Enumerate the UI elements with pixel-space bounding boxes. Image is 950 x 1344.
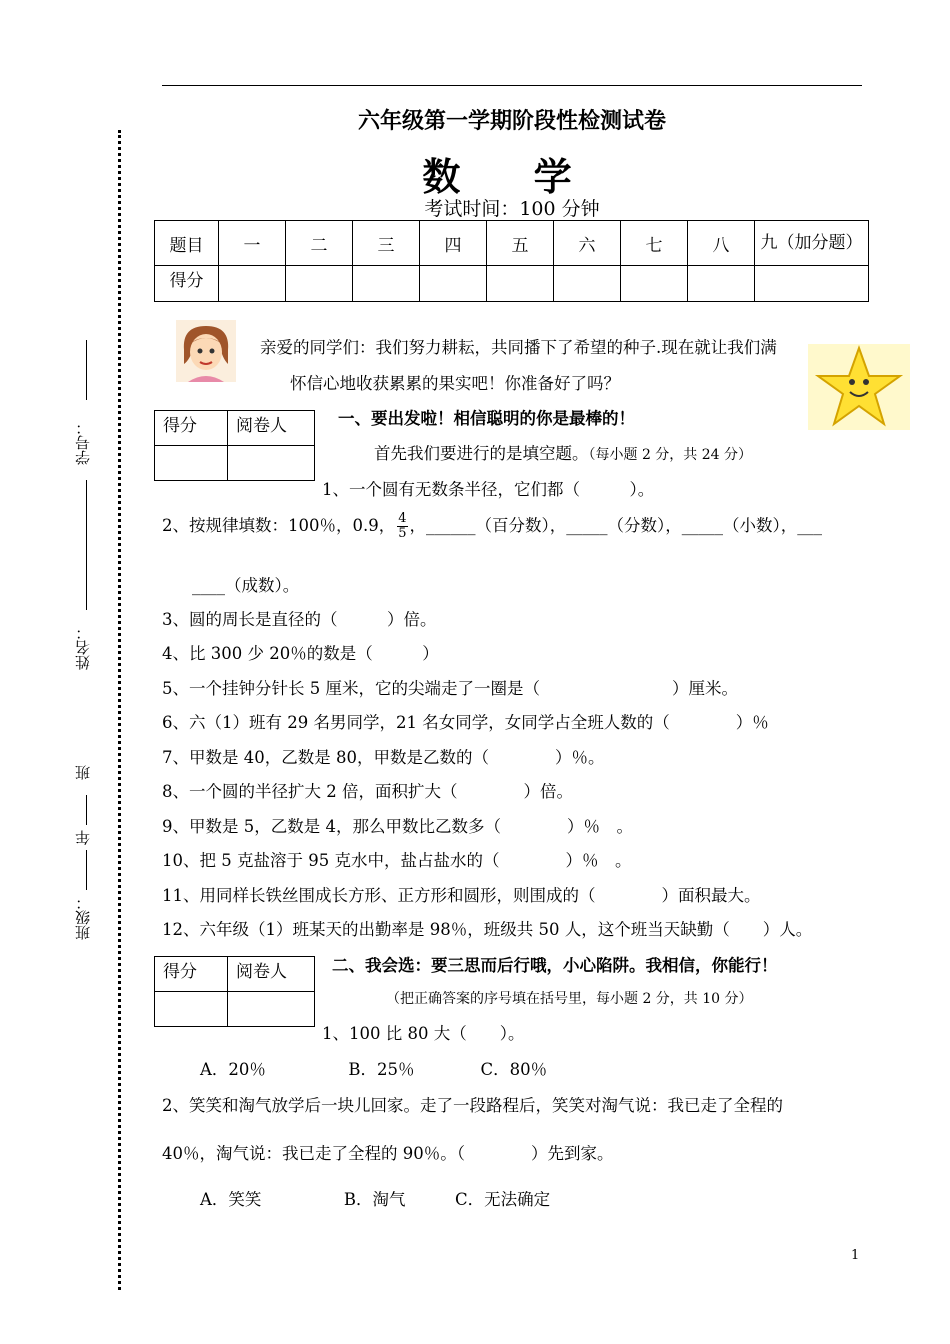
s1-question-12: 12、六年级（1）班某天的出勤率是 98％，班级共 50 人，这个班当天缺勤（ ）人。 bbox=[162, 920, 813, 939]
intro-line-1: 亲爱的同学们：我们努力耕耘，共同播下了希望的种子.现在就让我们满 bbox=[260, 338, 777, 357]
grader-box-1 bbox=[154, 410, 315, 481]
grader-reviewer-cell bbox=[228, 992, 315, 1027]
score-table-header: 五 bbox=[487, 221, 554, 266]
class-line bbox=[86, 795, 87, 825]
score-cell bbox=[755, 266, 869, 302]
student-id-label: 学号： bbox=[74, 420, 92, 465]
score-row-label: 得分 bbox=[155, 266, 219, 302]
s1-q2-part-b: ，______（百分数），_____（分数），_____（小数），___ bbox=[409, 516, 823, 535]
grader-score-cell bbox=[155, 446, 228, 481]
s1-question-5: 5、一个挂钟分针长 5 厘米，它的尖端走了一圈是（ ）厘米。 bbox=[162, 679, 738, 698]
s2-question-2-options: A．笑笑 B．淘气 C．无法确定 bbox=[200, 1190, 551, 1209]
section2-desc: （把正确答案的序号填在括号里，每小题 2 分，共 10 分） bbox=[386, 991, 753, 1007]
score-table-header: 一 bbox=[219, 221, 286, 266]
s1-question-6: 6、六（1）班有 29 名男同学，21 名女同学，女同学占全班人数的（ ）％ bbox=[162, 713, 769, 732]
grader-reviewer-label: 阅卷人 bbox=[228, 411, 315, 446]
score-cell bbox=[353, 266, 420, 302]
s1-question-9: 9、甲数是 5，乙数是 4，那么甲数比乙数多（ ）％ 。 bbox=[162, 817, 633, 836]
score-cell bbox=[219, 266, 286, 302]
s1-question-7: 7、甲数是 40，乙数是 80，甲数是乙数的（ ）％。 bbox=[162, 748, 605, 767]
score-cell bbox=[621, 266, 688, 302]
score-table-header: 三 bbox=[353, 221, 420, 266]
score-table-header: 题目 bbox=[155, 221, 219, 266]
s1-q2-part-a: 2、按规律填数：100％，0.9， bbox=[162, 516, 396, 535]
s1-question-10: 10、把 5 克盐溶于 95 克水中，盐占盐水的（ ）％ 。 bbox=[162, 851, 632, 870]
s1-question-1: 1、一个圆有无数条半径，它们都（ ）。 bbox=[322, 480, 655, 499]
score-table-header: 二 bbox=[286, 221, 353, 266]
score-table-header: 八 bbox=[688, 221, 755, 266]
grader-box-2 bbox=[154, 956, 315, 1027]
star-illustration bbox=[808, 344, 910, 430]
subject-title: 数 学 bbox=[422, 154, 602, 199]
s1-question-8: 8、一个圆的半径扩大 2 倍，面积扩大（ ）倍。 bbox=[162, 782, 573, 801]
grade-char: 年 bbox=[74, 830, 92, 845]
grader-score-cell bbox=[155, 992, 228, 1027]
binding-margin-dots bbox=[118, 130, 121, 1290]
top-rule bbox=[162, 85, 862, 86]
s1-question-3: 3、圆的周长是直径的（ ）倍。 bbox=[162, 610, 437, 629]
s2-question-1-options: A．20％ B．25％ C．80％ bbox=[200, 1060, 548, 1079]
s2-question-2: 2、笑笑和淘气放学后一块儿回家。走了一段路程后，笑笑对淘气说：我已走了全程的 bbox=[162, 1096, 783, 1115]
grader-score-label: 得分 bbox=[155, 957, 228, 992]
s2-question-2-cont: 40％，淘气说：我已走了全程的 90％。（ ）先到家。 bbox=[162, 1144, 614, 1163]
fraction-numerator: 4 bbox=[398, 511, 407, 526]
score-cell bbox=[420, 266, 487, 302]
score-table-header: 七 bbox=[621, 221, 688, 266]
student-id-line bbox=[86, 340, 87, 400]
exam-time: 考试时间：100 分钟 bbox=[424, 198, 600, 220]
grade-line bbox=[86, 850, 87, 890]
score-table-header: 六 bbox=[554, 221, 621, 266]
intro-line-2: 怀信心地收获累累的果实吧！你准备好了吗？ bbox=[290, 374, 620, 393]
name-label: 姓名： bbox=[74, 625, 92, 670]
class-label: 班级： bbox=[74, 895, 92, 940]
grader-reviewer-label: 阅卷人 bbox=[228, 957, 315, 992]
class-char: 班 bbox=[74, 765, 92, 780]
score-cell bbox=[554, 266, 621, 302]
exam-title: 六年级第一学期阶段性检测试卷 bbox=[357, 108, 666, 134]
score-cell bbox=[286, 266, 353, 302]
score-cell bbox=[487, 266, 554, 302]
s1-question-4: 4、比 300 少 20％的数是（ ） bbox=[162, 644, 439, 663]
grader-reviewer-cell bbox=[228, 446, 315, 481]
name-line bbox=[86, 480, 87, 610]
fraction-four-fifths bbox=[397, 512, 407, 541]
section2-heading: 二、我会选：要三思而后行哦，小心陷阱。我相信，你能行！ bbox=[332, 956, 778, 975]
grader-score-label: 得分 bbox=[155, 411, 228, 446]
s1-question-11: 11、用同样长铁丝围成长方形、正方形和圆形，则围成的（ ）面积最大。 bbox=[162, 886, 761, 905]
score-cell bbox=[688, 266, 755, 302]
score-table bbox=[154, 220, 869, 302]
section1-desc: 首先我们要进行的是填空题。 bbox=[374, 444, 589, 463]
s1-question-2 bbox=[162, 512, 822, 541]
score-table-header: 九（加分题） bbox=[755, 221, 869, 266]
score-table-header: 四 bbox=[420, 221, 487, 266]
fraction-denominator: 5 bbox=[398, 526, 407, 541]
section1-desc-points: （每小题 2 分，共 24 分） bbox=[588, 447, 753, 463]
girl-illustration bbox=[176, 320, 236, 382]
section1-heading: 一、要出发啦！相信聪明的你是最棒的！ bbox=[338, 409, 635, 428]
s2-question-1: 1、100 比 80 大（ ）。 bbox=[322, 1024, 525, 1043]
s1-question-2-cont: ____（成数）。 bbox=[192, 576, 300, 595]
page-number: 1 bbox=[851, 1248, 860, 1263]
